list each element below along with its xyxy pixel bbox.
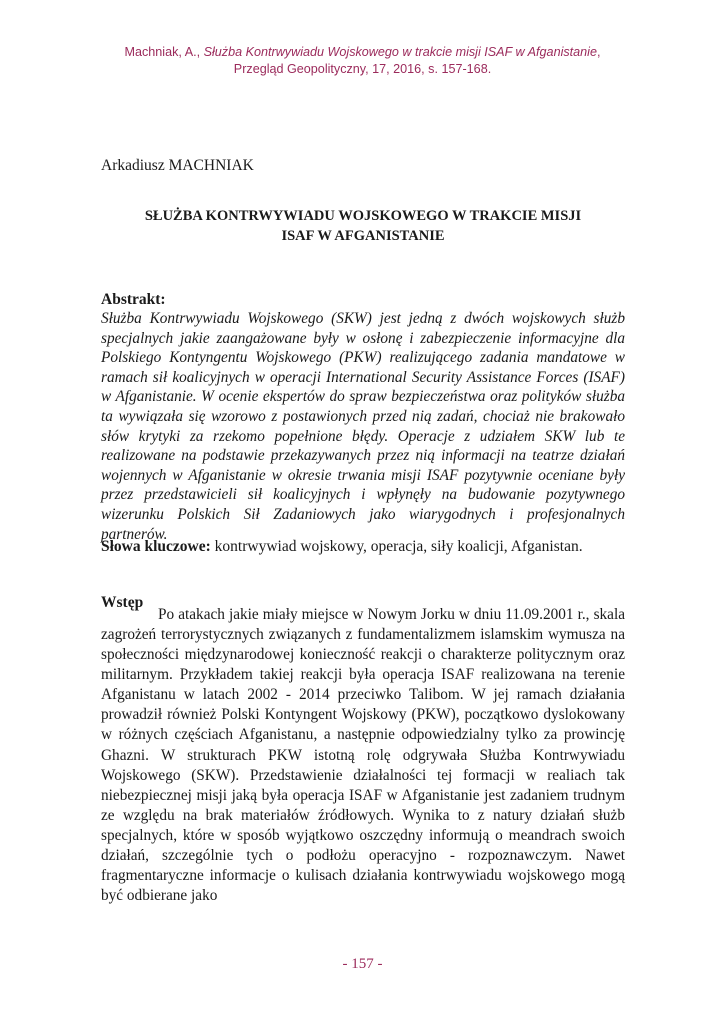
abstract-heading: Abstrakt:	[101, 291, 166, 308]
intro-heading: Wstęp	[101, 594, 144, 611]
citation-authors: Machniak, A.,	[124, 45, 204, 59]
keywords-text: kontrwywiad wojskowy, operacja, siły koalicji, Afganistan.	[210, 538, 583, 555]
intro-text: Po atakach jakie miały miejsce w Nowym Jorku w dniu 11.09.2001 r., skala zagrożeń terrorystycznych związanych z fundamentalizmem islamskim wymusza na społeczności międzynarodowej konieczność reakcji o charakterze politycznym oraz militarnym. Przykładem takiej reakcji była operacja ISAF realizowana na terenie Afganistanu w latach 2002 - 2014 przeciwko Talibom. W jej ramach działania prowadził również Polski Kontyngent Wojskowy (PKW), początkowo dyslokowany w różnych częściach Afganistanu, a następnie odpowiedzialny tylko za prowincję Ghazni. W strukturach PKW istotną rolę odgrywała Służba Kontrwywiadu Wojskowego (SKW). Przedstawienie działalności tej formacji w realiach tak niebezpiecznej misji jaką była operacja ISAF w Afganistanie jest zadaniem trudnym ze względu na brak materiałów źródłowych. Wynika to z natury działań służb specjalnych, które w sposób wyjątkowo oszczędny informują o meandrach swoich działań, szczególnie tych o podłożu operacyjno - rozpoznawczym. Nawet fragmentaryczne informacje o kulisach działania kontrwywiadu wojskowego mogą być odbierane jako	[101, 606, 625, 905]
intro-paragraph	[101, 605, 625, 906]
keywords	[101, 537, 625, 557]
abstract-text: Służba Kontrwywiadu Wojskowego (SKW) jest jedną z dwóch wojskowych służb specjalnych jakie zaangażowane były w osłonę i zabezpieczenie informacyjne dla Polskiego Kontyngentu Wojskowego (PKW) realizującego zadania mandatowe w ramach sił koalicyjnych w operacji International Security Assistance Forces (ISAF) w Afganistanie. W ocenie ekspertów do spraw bezpieczeństwa oraz polityków służba ta wywiązała się wzorowo z postawionych przed nią zadań, chociaż nie brakowało słów krytyki za rzekomo popełnione błędy. Operacje z udziałem SKW lub te realizowane na podstawie przekazywanych przez nią informacji na teatrze działań wojennych w Afganistanie w okresie trwania misji ISAF pozytywnie oceniane były przez przedstawicieli sił koalicyjnych i wpłynęły na budowanie pozytywnego wizerunku Polskich Sił Zadaniowych jako wiarygodnych i profesjonalnych partnerów.	[101, 310, 625, 543]
citation-comma: ,	[596, 45, 601, 59]
article-title	[101, 207, 625, 246]
intro-indent	[101, 606, 158, 623]
keywords-label: Słowa kluczowe:	[101, 538, 211, 555]
author-name: Arkadiusz MACHNIAK	[101, 157, 254, 174]
page-number: - 157 -	[342, 956, 383, 972]
title-line-1: SŁUŻBA KONTRWYWIADU WOJSKOWEGO W TRAKCIE MISJI	[144, 208, 582, 224]
citation-header	[0, 44, 725, 78]
citation-line-2: Przegląd Geopolityczny, 17, 2016, s. 157-168.	[233, 62, 492, 76]
citation-line-1	[0, 44, 725, 61]
citation-title: Służba Kontrwywiadu Wojskowego w trakcie misji ISAF w Afganistanie	[203, 45, 597, 59]
title-line-2: ISAF W AFGANISTANIE	[281, 227, 445, 244]
